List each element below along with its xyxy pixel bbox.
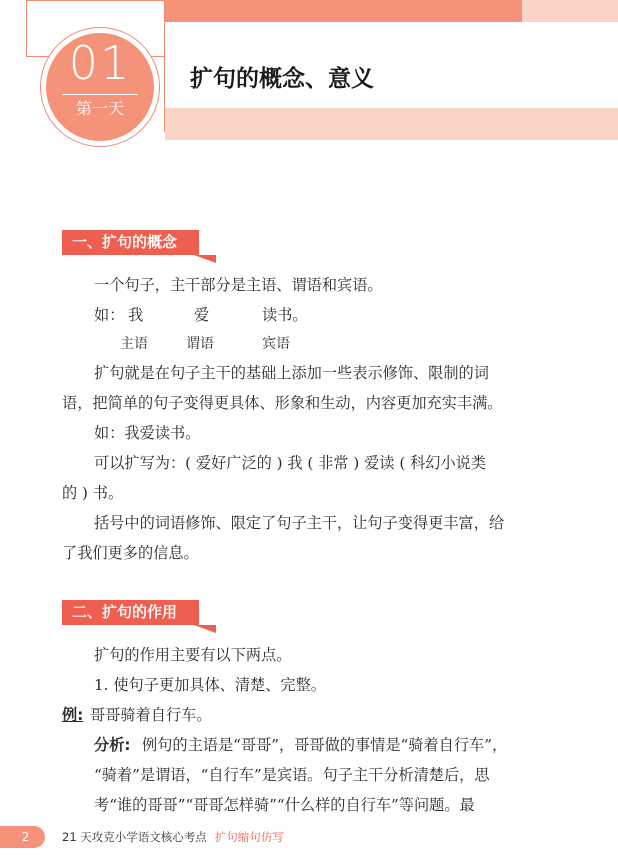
- chapter-number: 01: [68, 36, 132, 90]
- analysis-label: 分析:: [94, 736, 131, 754]
- paragraph: 语，把简单的句子变得更具体、形象和生动，内容更加充实丰满。: [62, 394, 503, 412]
- footer-book-info: [62, 830, 284, 844]
- analysis-text: “骑着”是谓语，“自行车”是宾语。句子主干分析清楚后，思: [94, 766, 490, 784]
- paragraph: 一个句子，主干部分是主语、谓语和宾语。: [94, 276, 383, 294]
- example-word-subject: 我: [128, 306, 144, 324]
- section-heading-concept: 一、扩句的概念: [62, 230, 199, 255]
- chapter-day-label: 第一天: [75, 99, 124, 118]
- paragraph: 扩句就是在句子主干的基础上添加一些表示修饰、限制的词: [94, 364, 489, 382]
- header-band: [165, 0, 522, 22]
- role-subject: 主语: [120, 336, 148, 352]
- paragraph: 扩句的作用主要有以下两点。: [94, 646, 292, 664]
- footer-book-title: 21 天攻克小学语文核心考点: [62, 830, 207, 844]
- badge-divider: [62, 94, 138, 95]
- header-band-light: [522, 0, 618, 22]
- page-number: 2: [0, 826, 45, 848]
- heading-tail: [194, 625, 216, 633]
- frame-line: [164, 0, 165, 132]
- example-sentence: 如：我爱读书。: [94, 424, 201, 442]
- paragraph: 了我们更多的信息。: [62, 544, 199, 562]
- example-label: 例:: [62, 706, 84, 724]
- example-label: 如：: [94, 306, 125, 324]
- analysis-text: 例句的主语是“哥哥”，哥哥做的事情是“骑着自行车”，: [142, 736, 508, 754]
- paragraph: 可以扩写为：( 爱好广泛的 ) 我 ( 非常 ) 爱读 ( 科幻小说类: [94, 454, 487, 472]
- title-band: [165, 108, 618, 140]
- paragraph: 的 ) 书。: [62, 484, 124, 502]
- section-heading-function: 二、扩句的作用: [62, 600, 199, 625]
- page-title: 扩句的概念、意义: [190, 66, 374, 92]
- role-object: 宾语: [262, 336, 290, 352]
- footer-book-subtitle: 扩句缩句仿写: [214, 830, 284, 844]
- analysis-text: 考“谁的哥哥”“哥哥怎样骑”“什么样的自行车”等问题。最: [94, 796, 475, 814]
- example-word-verb: 爱: [194, 306, 210, 324]
- heading-tail: [194, 255, 216, 263]
- paragraph: 括号中的词语修饰、限定了句子主干，让句子变得更丰富，给: [94, 514, 505, 532]
- example-word-object: 读书。: [262, 306, 308, 324]
- frame-line: [26, 0, 165, 1]
- example-sentence: 哥哥骑着自行车。: [90, 706, 212, 724]
- point-item: 1. 使句子更加具体、清楚、完整。: [94, 676, 326, 694]
- frame-line: [26, 0, 27, 56]
- role-predicate: 谓语: [186, 336, 214, 352]
